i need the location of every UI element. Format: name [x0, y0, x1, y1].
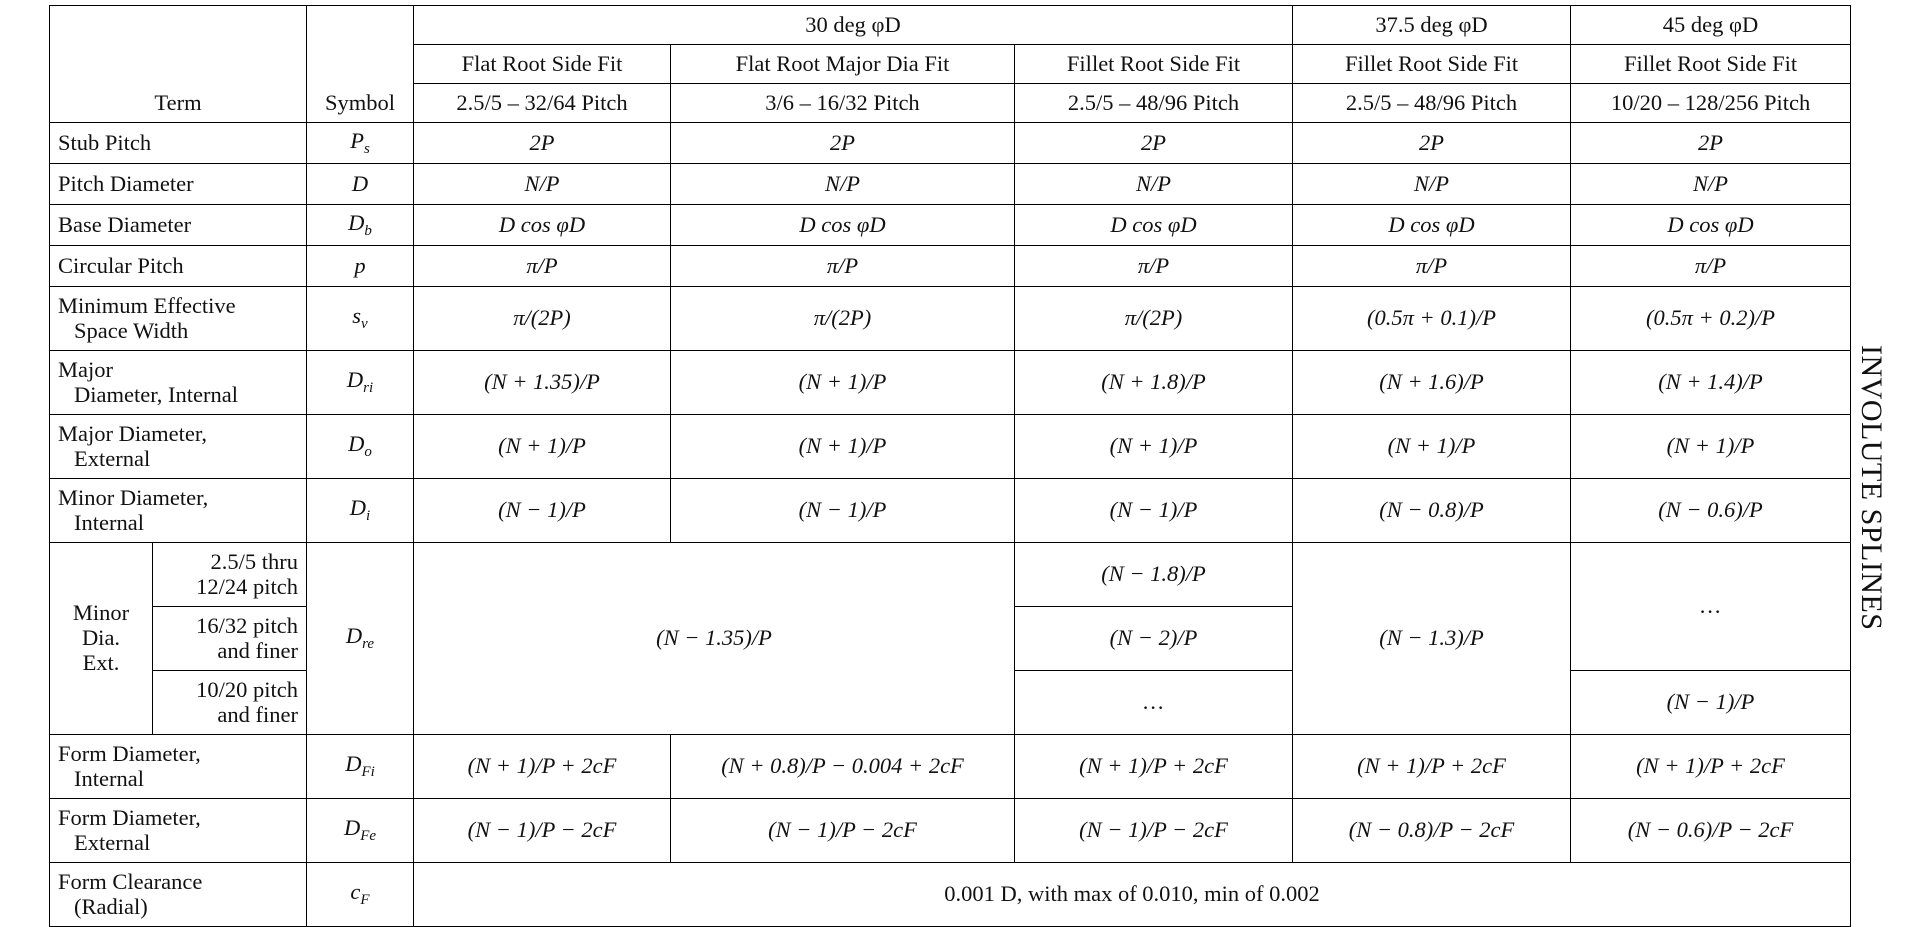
- value-cell: (N − 0.8)/P − 2cF: [1293, 799, 1571, 863]
- value-cell: π/P: [1293, 246, 1571, 287]
- term-cell: Pitch Diameter: [50, 164, 307, 205]
- term-line: Form Clearance: [58, 868, 203, 894]
- group-header-30deg: 30 deg φD: [414, 6, 1293, 45]
- value-cell: N/P: [1015, 164, 1293, 205]
- pitch-header: 2.5/5 – 48/96 Pitch: [1293, 84, 1571, 123]
- value-cell: (N − 0.6)/P − 2cF: [1571, 799, 1851, 863]
- table-row: [50, 287, 1851, 351]
- value-cell: 2P: [1571, 123, 1851, 164]
- value-cell: 2P: [414, 123, 671, 164]
- group-header-37-5deg: 37.5 deg φD: [1293, 6, 1571, 45]
- value-cell: (N − 1)/P: [671, 479, 1015, 543]
- value-cell: (N − 1.8)/P: [1015, 543, 1293, 607]
- symbol-cell: $c_F$: [307, 863, 414, 927]
- term-line: External: [74, 829, 151, 855]
- value-cell: 2P: [1015, 123, 1293, 164]
- symbol-cell: $D_b$: [307, 205, 414, 246]
- term-line: Major: [58, 356, 113, 382]
- term-line: Space Width: [74, 317, 189, 343]
- term-cell: [50, 799, 307, 863]
- value-cell: π/P: [1571, 246, 1851, 287]
- value-cell: (N + 0.8)/P − 0.004 + 2cF: [671, 735, 1015, 799]
- symbol-cell: $D_i$: [307, 479, 414, 543]
- table-row: [50, 246, 1851, 287]
- value-cell: π/P: [1015, 246, 1293, 287]
- value-cell: (N + 1)/P + 2cF: [1293, 735, 1571, 799]
- section-title-sidebar: INVOLUTE SPLINES: [1855, 345, 1888, 631]
- symbol-cell: $D_{re}$: [307, 543, 414, 735]
- pitch-range-cell: 2.5/5 thru 12/24 pitch: [153, 543, 307, 607]
- term-line: Diameter, Internal: [74, 381, 239, 407]
- value-cell: …: [1571, 543, 1851, 671]
- value-cell: π/(2P): [1015, 287, 1293, 351]
- term-cell: [50, 735, 307, 799]
- value-cell: (N + 1.4)/P: [1571, 351, 1851, 415]
- minor-dia-ext-label: Minor Dia. Ext.: [50, 543, 153, 735]
- term-line: (Radial): [74, 893, 148, 919]
- value-cell: π/P: [414, 246, 671, 287]
- symbol-cell: $D_{ri}$: [307, 351, 414, 415]
- term-cell: Circular Pitch: [50, 246, 307, 287]
- value-cell: 2P: [1293, 123, 1571, 164]
- term-cell: [50, 351, 307, 415]
- pitch-header: 2.5/5 – 48/96 Pitch: [1015, 84, 1293, 123]
- table-row: [50, 205, 1851, 246]
- value-cell: (N + 1)/P + 2cF: [1015, 735, 1293, 799]
- value-cell: (N + 1)/P + 2cF: [414, 735, 671, 799]
- term-cell: [50, 479, 307, 543]
- pitch-header: 3/6 – 16/32 Pitch: [671, 84, 1015, 123]
- term-line: Minimum Effective: [58, 292, 236, 318]
- symbol-cell: $D_{Fi}$: [307, 735, 414, 799]
- term-line: Internal: [74, 509, 144, 535]
- group-header-45deg: 45 deg φD: [1571, 6, 1851, 45]
- fit-header: Flat Root Side Fit: [414, 45, 671, 84]
- pitch-range-cell: 10/20 pitch and finer: [153, 671, 307, 735]
- clearance-value-cell: 0.001 D, with max of 0.010, min of 0.002: [414, 863, 1851, 927]
- table-row: [50, 863, 1851, 927]
- pitch-header: 10/20 – 128/256 Pitch: [1571, 84, 1851, 123]
- term-line: Internal: [74, 765, 144, 791]
- symbol-cell: $D_{Fe}$: [307, 799, 414, 863]
- table-row: [50, 123, 1851, 164]
- value-cell: N/P: [414, 164, 671, 205]
- value-cell: (N + 1.35)/P: [414, 351, 671, 415]
- value-cell: (0.5π + 0.1)/P: [1293, 287, 1571, 351]
- term-line: Minor Diameter,: [58, 484, 209, 510]
- table-row: [50, 543, 1851, 607]
- value-cell: (0.5π + 0.2)/P: [1571, 287, 1851, 351]
- value-cell: N/P: [1293, 164, 1571, 205]
- table-row: [50, 479, 1851, 543]
- fit-header: Fillet Root Side Fit: [1293, 45, 1571, 84]
- table-row: [50, 164, 1851, 205]
- pitch-range-cell: 16/32 pitch and finer: [153, 607, 307, 671]
- symbol-cell: D: [307, 164, 414, 205]
- term-cell: Stub Pitch: [50, 123, 307, 164]
- value-cell: π/P: [671, 246, 1015, 287]
- term-cell: Base Diameter: [50, 205, 307, 246]
- symbol-cell: p: [307, 246, 414, 287]
- value-cell: 2P: [671, 123, 1015, 164]
- value-cell: D cos φD: [671, 205, 1015, 246]
- value-cell: π/(2P): [414, 287, 671, 351]
- fit-header: Fillet Root Side Fit: [1015, 45, 1293, 84]
- value-cell: (N + 1.8)/P: [1015, 351, 1293, 415]
- value-cell: N/P: [671, 164, 1015, 205]
- symbol-cell: $P_s$: [307, 123, 414, 164]
- value-cell: D cos φD: [1293, 205, 1571, 246]
- value-cell: (N + 1)/P: [1571, 415, 1851, 479]
- value-cell: (N − 1)/P: [1571, 671, 1851, 735]
- term-header: Term: [50, 6, 307, 123]
- value-cell: (N − 2)/P: [1015, 607, 1293, 671]
- value-cell: (N + 1)/P: [1015, 415, 1293, 479]
- table-row: [50, 799, 1851, 863]
- value-cell: (N − 1)/P − 2cF: [671, 799, 1015, 863]
- value-cell: (N + 1)/P: [414, 415, 671, 479]
- term-line: Form Diameter,: [58, 740, 201, 766]
- value-cell: (N + 1)/P: [671, 351, 1015, 415]
- value-cell: N/P: [1571, 164, 1851, 205]
- value-cell: (N − 0.8)/P: [1293, 479, 1571, 543]
- term-cell: [50, 287, 307, 351]
- term-line: Form Diameter,: [58, 804, 201, 830]
- value-cell: (N − 0.6)/P: [1571, 479, 1851, 543]
- value-cell: D cos φD: [1571, 205, 1851, 246]
- spline-dimensions-table: [49, 5, 1851, 927]
- value-cell: (N + 1)/P: [671, 415, 1015, 479]
- value-cell: π/(2P): [671, 287, 1015, 351]
- value-cell: (N − 1)/P − 2cF: [1015, 799, 1293, 863]
- term-line: Major Diameter,: [58, 420, 208, 446]
- symbol-cell: $D_o$: [307, 415, 414, 479]
- value-cell: (N + 1.6)/P: [1293, 351, 1571, 415]
- value-cell: (N − 1)/P: [414, 479, 671, 543]
- term-cell: [50, 415, 307, 479]
- symbol-cell: $s_v$: [307, 287, 414, 351]
- value-cell: (N − 1.35)/P: [414, 543, 1015, 735]
- value-cell: …: [1015, 671, 1293, 735]
- term-cell: [50, 863, 307, 927]
- value-cell: (N + 1)/P: [1293, 415, 1571, 479]
- table-row: [50, 351, 1851, 415]
- fit-header: Flat Root Major Dia Fit: [671, 45, 1015, 84]
- value-cell: (N − 1.3)/P: [1293, 543, 1571, 735]
- value-cell: D cos φD: [414, 205, 671, 246]
- term-line: External: [74, 445, 151, 471]
- value-cell: (N + 1)/P + 2cF: [1571, 735, 1851, 799]
- fit-header: Fillet Root Side Fit: [1571, 45, 1851, 84]
- pitch-header: 2.5/5 – 32/64 Pitch: [414, 84, 671, 123]
- table-row: [50, 735, 1851, 799]
- value-cell: (N − 1)/P − 2cF: [414, 799, 671, 863]
- value-cell: D cos φD: [1015, 205, 1293, 246]
- symbol-header: Symbol: [307, 6, 414, 123]
- value-cell: (N − 1)/P: [1015, 479, 1293, 543]
- table-row: [50, 415, 1851, 479]
